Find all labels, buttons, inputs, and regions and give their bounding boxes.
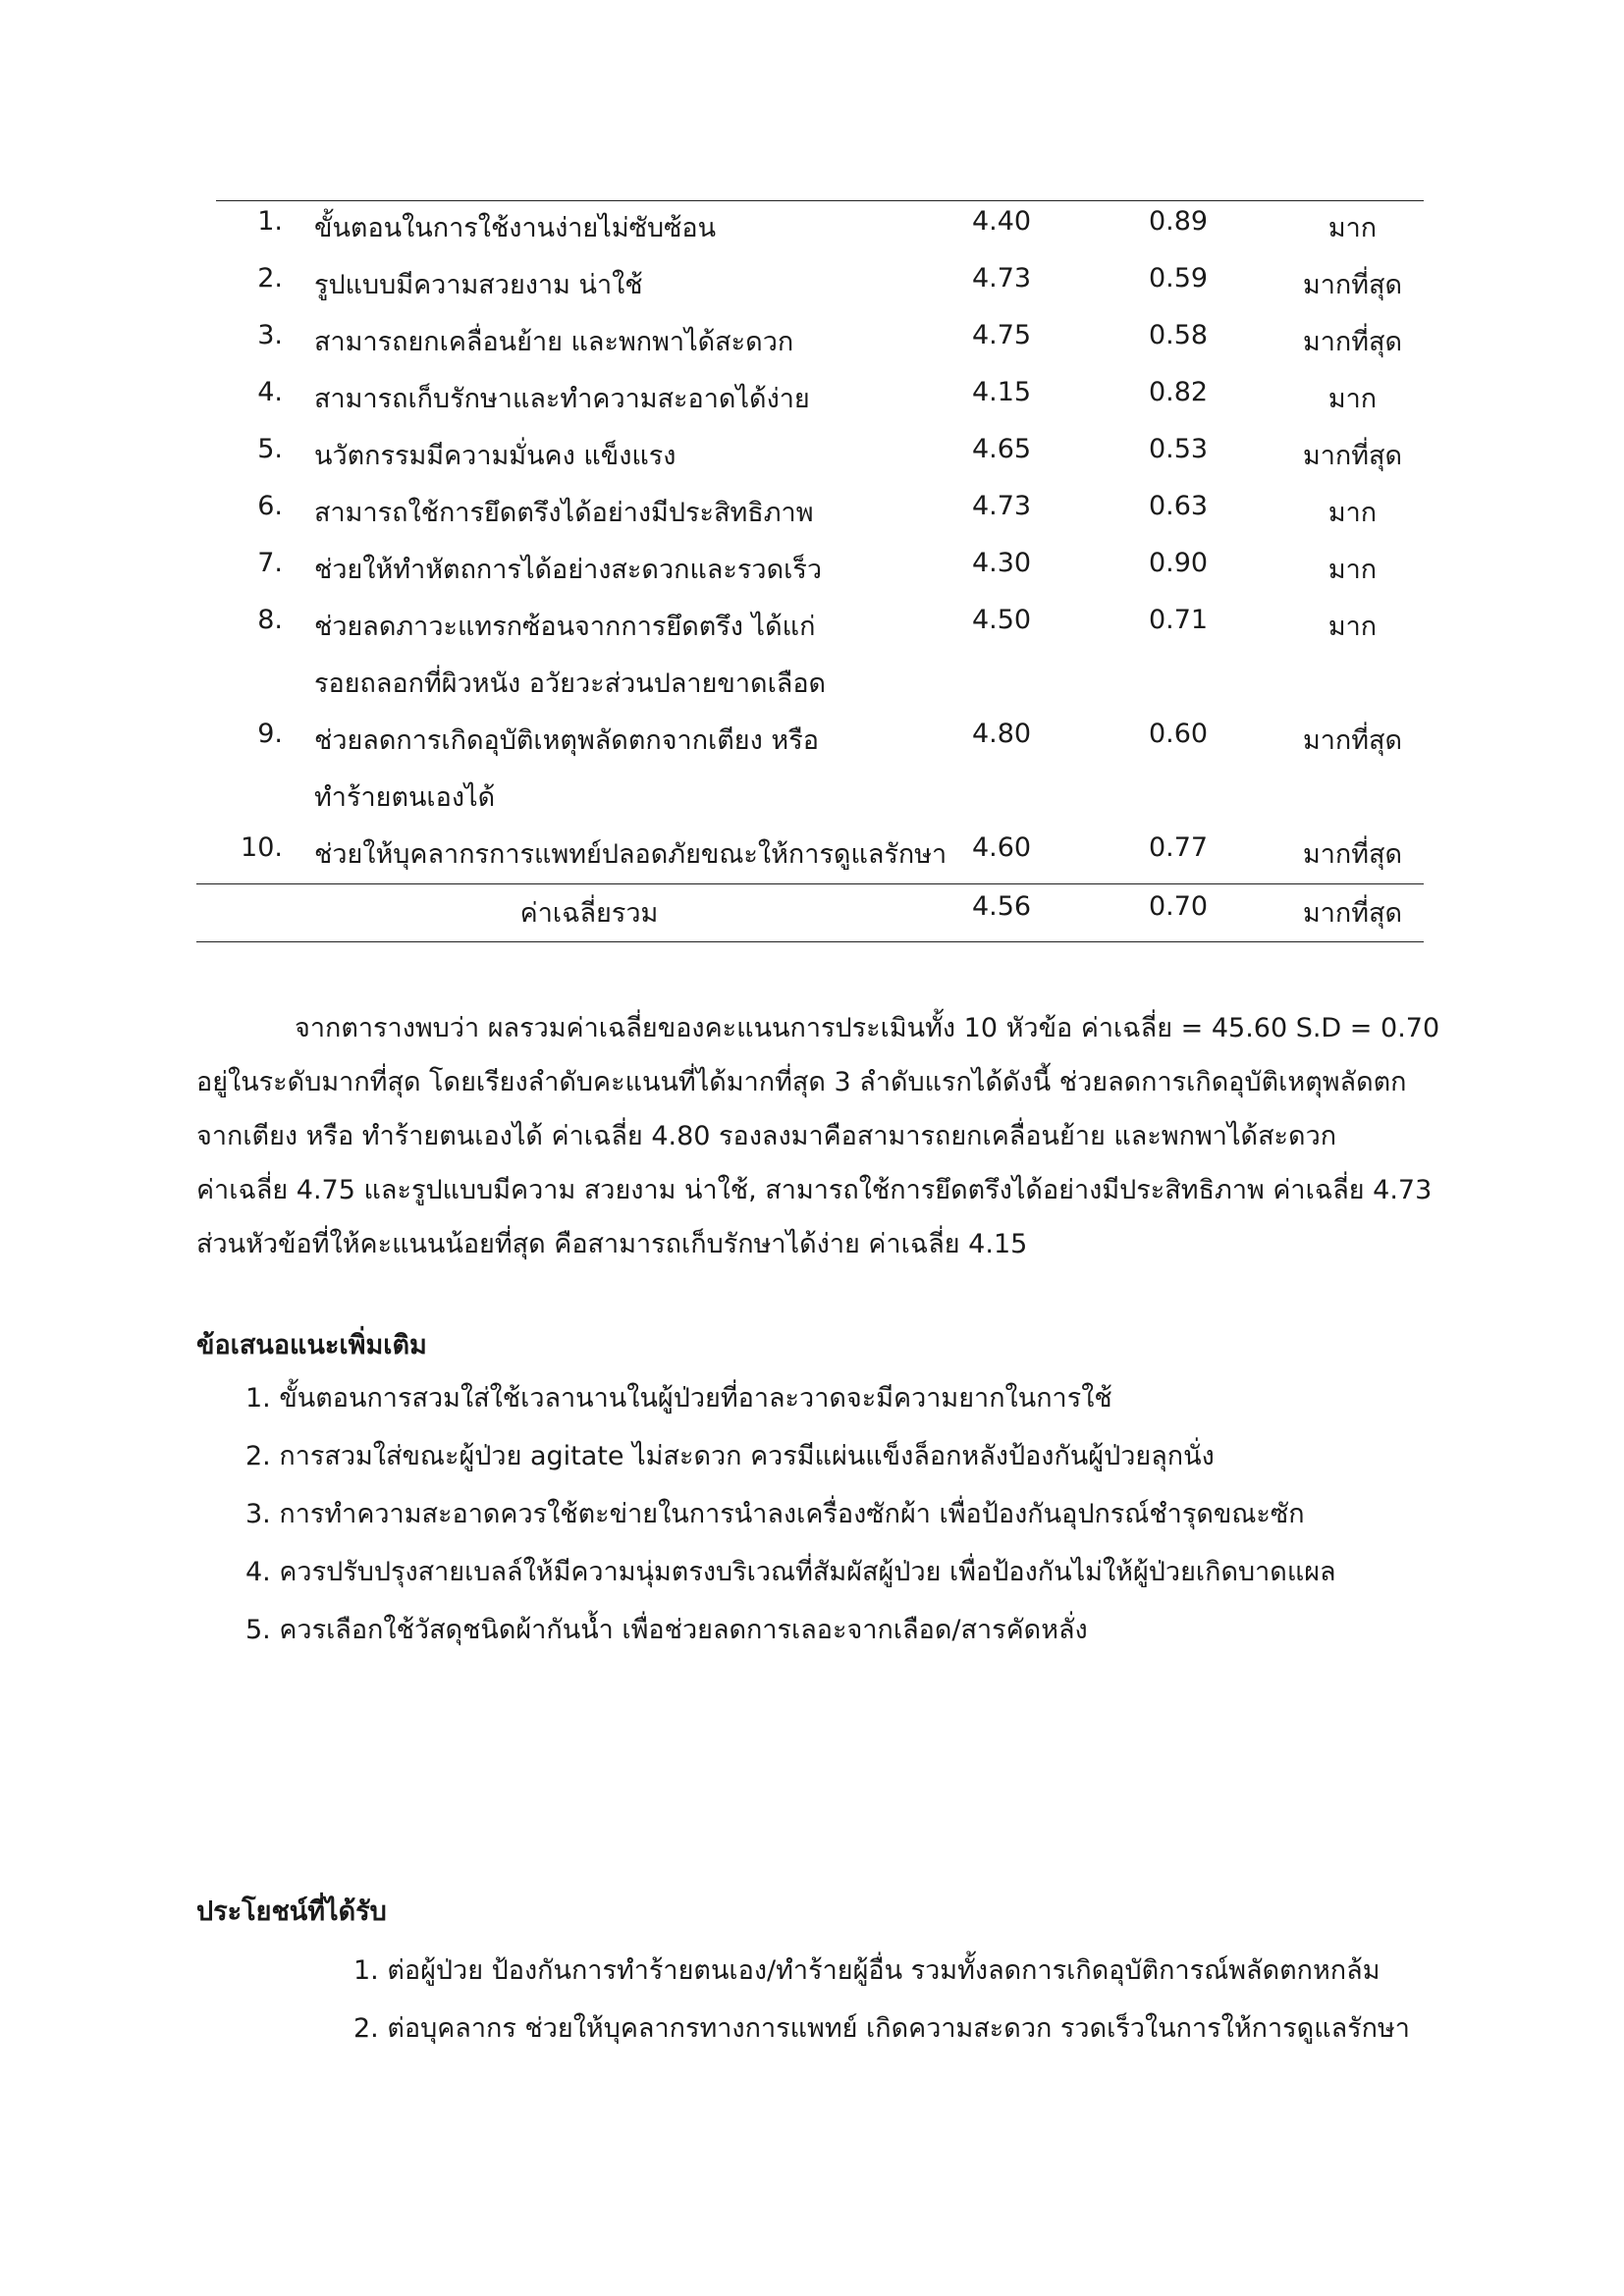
row-mean: 4.30 — [971, 548, 1032, 578]
total-mean: 4.56 — [971, 891, 1032, 922]
row-item: ช่วยลดการเกิดอุบัติเหตุพลัดตกจากเตียง หรือ — [314, 725, 819, 756]
row-level: มาก — [1327, 555, 1378, 585]
row-number: 8. — [257, 605, 283, 635]
table-bottom-rule — [196, 941, 1424, 942]
summary-paragraph — [196, 1001, 1440, 1271]
row-level: มาก — [1327, 498, 1378, 528]
list-item: 1. ต่อผู้ป่วย ป้องกันการทำร้ายตนเอง/ทำร้ายผู้อื่น รวมทั้งลดการเกิดอุบัติการณ์พลัดตกหกล้ม — [353, 1955, 1380, 1986]
row-number: 3. — [257, 320, 283, 350]
suggestions-heading: ข้อเสนอแนะเพิ่มเติม — [196, 1330, 427, 1361]
table-row — [196, 424, 1424, 481]
benefits-heading: ประโยชน์ที่ได้รับ — [196, 1896, 387, 1927]
table-row — [196, 310, 1424, 367]
list-item: 5. ควรเลือกใช้วัสดุชนิดผ้ากันน้ำ เพื่อช่วยลดการเลอะจากเลือด/สารคัดหลั่ง — [245, 1615, 1088, 1645]
row-item-continued: ทำร้ายตนเองได้ — [314, 782, 496, 813]
row-level: มาก — [1327, 612, 1378, 642]
row-sd: 0.90 — [1148, 548, 1209, 578]
table-row — [196, 253, 1424, 310]
row-number: 10. — [241, 832, 283, 863]
summary-line: จากตารางพบว่า ผลรวมค่าเฉลี่ยของคะแนนการประเมินทั้ง 10 หัวข้อ ค่าเฉลี่ย = 45.60 S.D = 0.70 — [295, 1013, 1440, 1043]
table-row — [196, 595, 1424, 699]
row-mean: 4.60 — [971, 832, 1032, 863]
row-number: 7. — [257, 548, 283, 578]
table-total-row — [196, 881, 1424, 938]
row-item: นวัตกรรมมีความมั่นคง แข็งแรง — [314, 441, 677, 471]
row-level: มาก — [1327, 213, 1378, 243]
row-level: มากที่สุด — [1302, 441, 1403, 471]
row-item: สามารถยกเคลื่อนย้าย และพกพาได้สะดวก — [314, 327, 794, 357]
row-number: 9. — [257, 719, 283, 749]
row-mean: 4.80 — [971, 719, 1032, 749]
row-mean: 4.50 — [971, 605, 1032, 635]
row-sd: 0.58 — [1148, 320, 1209, 350]
row-item: ขั้นตอนในการใช้งานง่ายไม่ซับซ้อน — [314, 213, 717, 243]
row-number: 6. — [257, 491, 283, 521]
row-level: มากที่สุด — [1302, 725, 1403, 756]
row-mean: 4.65 — [971, 434, 1032, 464]
row-mean: 4.73 — [971, 263, 1032, 294]
row-item: ช่วยให้บุคลากรการแพทย์ปลอดภัยขณะให้การดูแลรักษา — [314, 839, 947, 870]
row-mean: 4.75 — [971, 320, 1032, 350]
row-sd: 0.71 — [1148, 605, 1209, 635]
summary-line: ค่าเฉลี่ย 4.75 และรูปแบบมีความ สวยงาม น่าใช้, สามารถใช้การยึดตรึงได้อย่างมีประสิทธิภาพ ค่าเฉลี่ย 4.73 — [196, 1175, 1433, 1205]
table-row — [196, 196, 1424, 253]
row-item: สามารถเก็บรักษาและทำความสะอาดได้ง่าย — [314, 384, 810, 414]
row-item-continued: รอยถลอกที่ผิวหนัง อวัยวะส่วนปลายขาดเลือด — [314, 668, 827, 699]
row-mean: 4.40 — [971, 206, 1032, 237]
row-item: ช่วยให้ทำหัตถการได้อย่างสะดวกและรวดเร็ว — [314, 555, 822, 585]
row-sd: 0.82 — [1148, 377, 1209, 407]
total-sd: 0.70 — [1148, 891, 1209, 922]
row-level: มากที่สุด — [1302, 327, 1403, 357]
total-level: มากที่สุด — [1302, 898, 1403, 929]
table-row — [196, 367, 1424, 424]
summary-line: ส่วนหัวข้อที่ให้คะแนนน้อยที่สุด คือสามารถเก็บรักษาได้ง่าย ค่าเฉลี่ย 4.15 — [196, 1229, 1028, 1259]
row-sd: 0.77 — [1148, 832, 1209, 863]
row-sd: 0.53 — [1148, 434, 1209, 464]
row-number: 1. — [257, 206, 283, 237]
row-number: 5. — [257, 434, 283, 464]
row-sd: 0.60 — [1148, 719, 1209, 749]
summary-line: อยู่ในระดับมากที่สุด โดยเรียงลำดับคะแนนที่ได้มากที่สุด 3 ลำดับแรกได้ดังนี้ ช่วยลดการเกิดอุบัติเหตุพลัดตก — [196, 1067, 1407, 1097]
row-level: มากที่สุด — [1302, 839, 1403, 870]
table-row — [196, 709, 1424, 813]
row-mean: 4.73 — [971, 491, 1032, 521]
total-label: ค่าเฉลี่ยรวม — [519, 898, 659, 929]
list-item: 2. ต่อบุคลากร ช่วยให้บุคลากรทางการแพทย์ เกิดความสะดวก รวดเร็วในการให้การดูแลรักษา — [353, 2013, 1410, 2044]
row-item: ช่วยลดภาวะแทรกซ้อนจากการยึดตรึง ได้แก่ — [314, 612, 816, 642]
row-number: 2. — [257, 263, 283, 294]
table-row — [196, 481, 1424, 538]
list-item: 4. ควรปรับปรุงสายเบลล์ให้มีความนุ่มตรงบริเวณที่สัมผัสผู้ป่วย เพื่อป้องกันไม่ให้ผู้ป่วยเกิดบาดแผล — [245, 1557, 1336, 1587]
row-mean: 4.15 — [971, 377, 1032, 407]
list-item: 1. ขั้นตอนการสวมใส่ใช้เวลานานในผู้ป่วยที่อาละวาดจะมีความยากในการใช้ — [245, 1383, 1112, 1414]
row-sd: 0.63 — [1148, 491, 1209, 521]
row-item: รูปแบบมีความสวยงาม น่าใช้ — [314, 270, 643, 300]
row-level: มาก — [1327, 384, 1378, 414]
row-item: สามารถใช้การยึดตรึงได้อย่างมีประสิทธิภาพ — [314, 498, 814, 528]
summary-line: จากเตียง หรือ ทำร้ายตนเองได้ ค่าเฉลี่ย 4.80 รองลงมาคือสามารถยกเคลื่อนย้าย และพกพาได้สะดวก — [196, 1121, 1337, 1151]
row-level: มากที่สุด — [1302, 270, 1403, 300]
table-row — [196, 823, 1424, 880]
row-sd: 0.59 — [1148, 263, 1209, 294]
row-number: 4. — [257, 377, 283, 407]
table-row — [196, 538, 1424, 595]
suggestions-list — [245, 1369, 1336, 1659]
list-item: 2. การสวมใส่ขณะผู้ป่วย agitate ไม่สะดวก ควรมีแผ่นแข็งล็อกหลังป้องกันผู้ป่วยลุกนั่ง — [245, 1441, 1215, 1471]
row-sd: 0.89 — [1148, 206, 1209, 237]
benefits-list — [353, 1942, 1410, 2057]
list-item: 3. การทำความสะอาดควรใช้ตะข่ายในการนำลงเครื่องซักผ้า เพื่อป้องกันอุปกรณ์ชำรุดขณะซัก — [245, 1499, 1305, 1529]
